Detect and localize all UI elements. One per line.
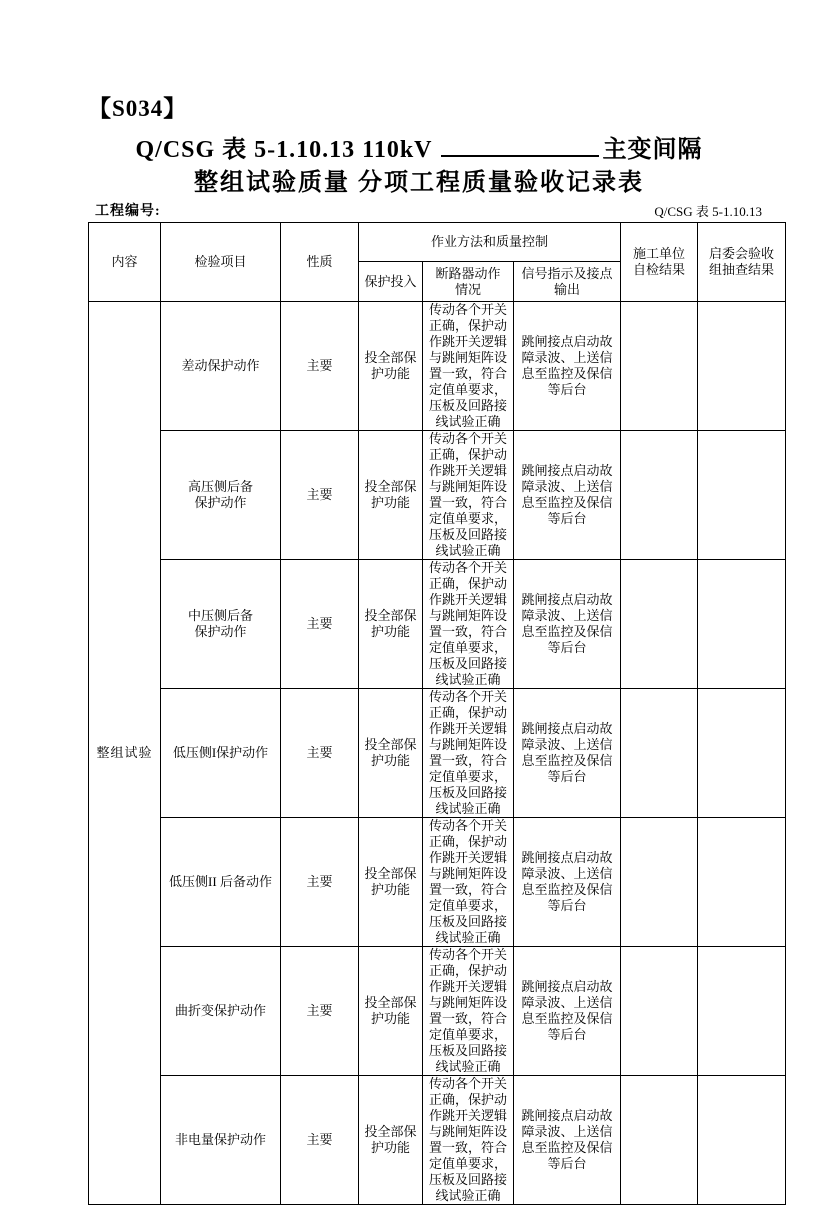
- spot-check-cell: [698, 431, 786, 560]
- protection-cell: 投全部保护功能: [359, 302, 423, 431]
- protection-cell: 投全部保护功能: [359, 431, 423, 560]
- meta-row: [95, 200, 762, 220]
- s-number-tag: 【S034】: [88, 96, 188, 121]
- table-row: [89, 947, 786, 1076]
- self-check-cell: [621, 818, 698, 947]
- breaker-cell: 传动各个开关正确，保护动作跳开关逻辑与跳闸矩阵设置一致，符合定值单要求，压板及回路接线试验正确: [423, 689, 514, 818]
- signal-cell: 跳闸接点启动故障录波、上送信息至监控及保信等后台: [514, 1076, 621, 1205]
- breaker-cell: 传动各个开关正确，保护动作跳开关逻辑与跳闸矩阵设置一致，符合定值单要求，压板及回路接线试验正确: [423, 947, 514, 1076]
- inspection-item-cell: 非电量保护动作: [161, 1076, 281, 1205]
- nature-cell: 主要: [281, 431, 359, 560]
- signal-cell: 跳闸接点启动故障录波、上送信息至监控及保信等后台: [514, 302, 621, 431]
- inspection-item-cell: 中压侧后备 保护动作: [161, 560, 281, 689]
- signal-cell: 跳闸接点启动故障录波、上送信息至监控及保信等后台: [514, 947, 621, 1076]
- inspection-item-cell: 曲折变保护动作: [161, 947, 281, 1076]
- spot-check-cell: [698, 560, 786, 689]
- table-row: [89, 689, 786, 818]
- signal-cell: 跳闸接点启动故障录波、上送信息至监控及保信等后台: [514, 560, 621, 689]
- nature-cell: 主要: [281, 560, 359, 689]
- signal-cell: 跳闸接点启动故障录波、上送信息至监控及保信等后台: [514, 431, 621, 560]
- signal-cell: 跳闸接点启动故障录波、上送信息至监控及保信等后台: [514, 818, 621, 947]
- col-header-protection: 保护投入: [359, 262, 423, 302]
- spot-check-cell: [698, 302, 786, 431]
- breaker-cell: 传动各个开关正确，保护动作跳开关逻辑与跳闸矩阵设置一致，符合定值单要求，压板及回路接线试验正确: [423, 1076, 514, 1205]
- col-header-item: 检验项目: [161, 223, 281, 302]
- inspection-item-cell: 高压侧后备 保护动作: [161, 431, 281, 560]
- self-check-cell: [621, 1076, 698, 1205]
- col-header-nature: 性质: [281, 223, 359, 302]
- col-header-self-check: 施工单位 自检结果: [621, 223, 698, 302]
- blank-underline: [441, 132, 599, 157]
- col-header-method-group: 作业方法和质量控制: [359, 223, 621, 262]
- self-check-cell: [621, 431, 698, 560]
- nature-cell: 主要: [281, 947, 359, 1076]
- group-cell: 整组试验: [89, 302, 161, 1205]
- col-header-signal: 信号指示及接点 输出: [514, 262, 621, 302]
- project-number-label: 工程编号:: [95, 204, 161, 219]
- nature-cell: 主要: [281, 1076, 359, 1205]
- spot-check-cell: [698, 689, 786, 818]
- record-table: [88, 222, 786, 1205]
- table-row: [89, 302, 786, 431]
- protection-cell: 投全部保护功能: [359, 1076, 423, 1205]
- self-check-cell: [621, 689, 698, 818]
- nature-cell: 主要: [281, 302, 359, 431]
- form-code-text: Q/CSG 表 5-1.10.13 110kV: [135, 137, 433, 163]
- col-header-spot-check: 启委会验收 组抽查结果: [698, 223, 786, 302]
- spot-check-cell: [698, 1076, 786, 1205]
- table-row: [89, 818, 786, 947]
- breaker-cell: 传动各个开关正确，保护动作跳开关逻辑与跳闸矩阵设置一致，符合定值单要求，压板及回路接线试验正确: [423, 818, 514, 947]
- spot-check-cell: [698, 818, 786, 947]
- header-row-1: [89, 223, 786, 262]
- inspection-item-cell: 低压侧I保护动作: [161, 689, 281, 818]
- interval-text: 主变间隔: [602, 137, 703, 163]
- self-check-cell: [621, 947, 698, 1076]
- form-reference: Q/CSG 表 5-1.10.13: [654, 204, 762, 219]
- self-check-cell: [621, 560, 698, 689]
- table-row: [89, 1076, 786, 1205]
- col-header-content: 内容: [89, 223, 161, 302]
- form-title-line1: [0, 129, 838, 164]
- nature-cell: 主要: [281, 689, 359, 818]
- protection-cell: 投全部保护功能: [359, 818, 423, 947]
- col-header-breaker: 断路器动作 情况: [423, 262, 514, 302]
- table-row: [89, 431, 786, 560]
- self-check-cell: [621, 302, 698, 431]
- table-row: [89, 560, 786, 689]
- breaker-cell: 传动各个开关正确，保护动作跳开关逻辑与跳闸矩阵设置一致，符合定值单要求，压板及回路接线试验正确: [423, 560, 514, 689]
- signal-cell: 跳闸接点启动故障录波、上送信息至监控及保信等后台: [514, 689, 621, 818]
- breaker-cell: 传动各个开关正确，保护动作跳开关逻辑与跳闸矩阵设置一致，符合定值单要求，压板及回路接线试验正确: [423, 431, 514, 560]
- nature-cell: 主要: [281, 818, 359, 947]
- protection-cell: 投全部保护功能: [359, 947, 423, 1076]
- protection-cell: 投全部保护功能: [359, 689, 423, 818]
- inspection-item-cell: 低压侧II 后备动作: [161, 818, 281, 947]
- form-title-line2: 整组试验质量 分项工程质量验收记录表: [194, 170, 644, 196]
- spot-check-cell: [698, 947, 786, 1076]
- breaker-cell: 传动各个开关正确，保护动作跳开关逻辑与跳闸矩阵设置一致，符合定值单要求，压板及回路接线试验正确: [423, 302, 514, 431]
- inspection-item-cell: 差动保护动作: [161, 302, 281, 431]
- protection-cell: 投全部保护功能: [359, 560, 423, 689]
